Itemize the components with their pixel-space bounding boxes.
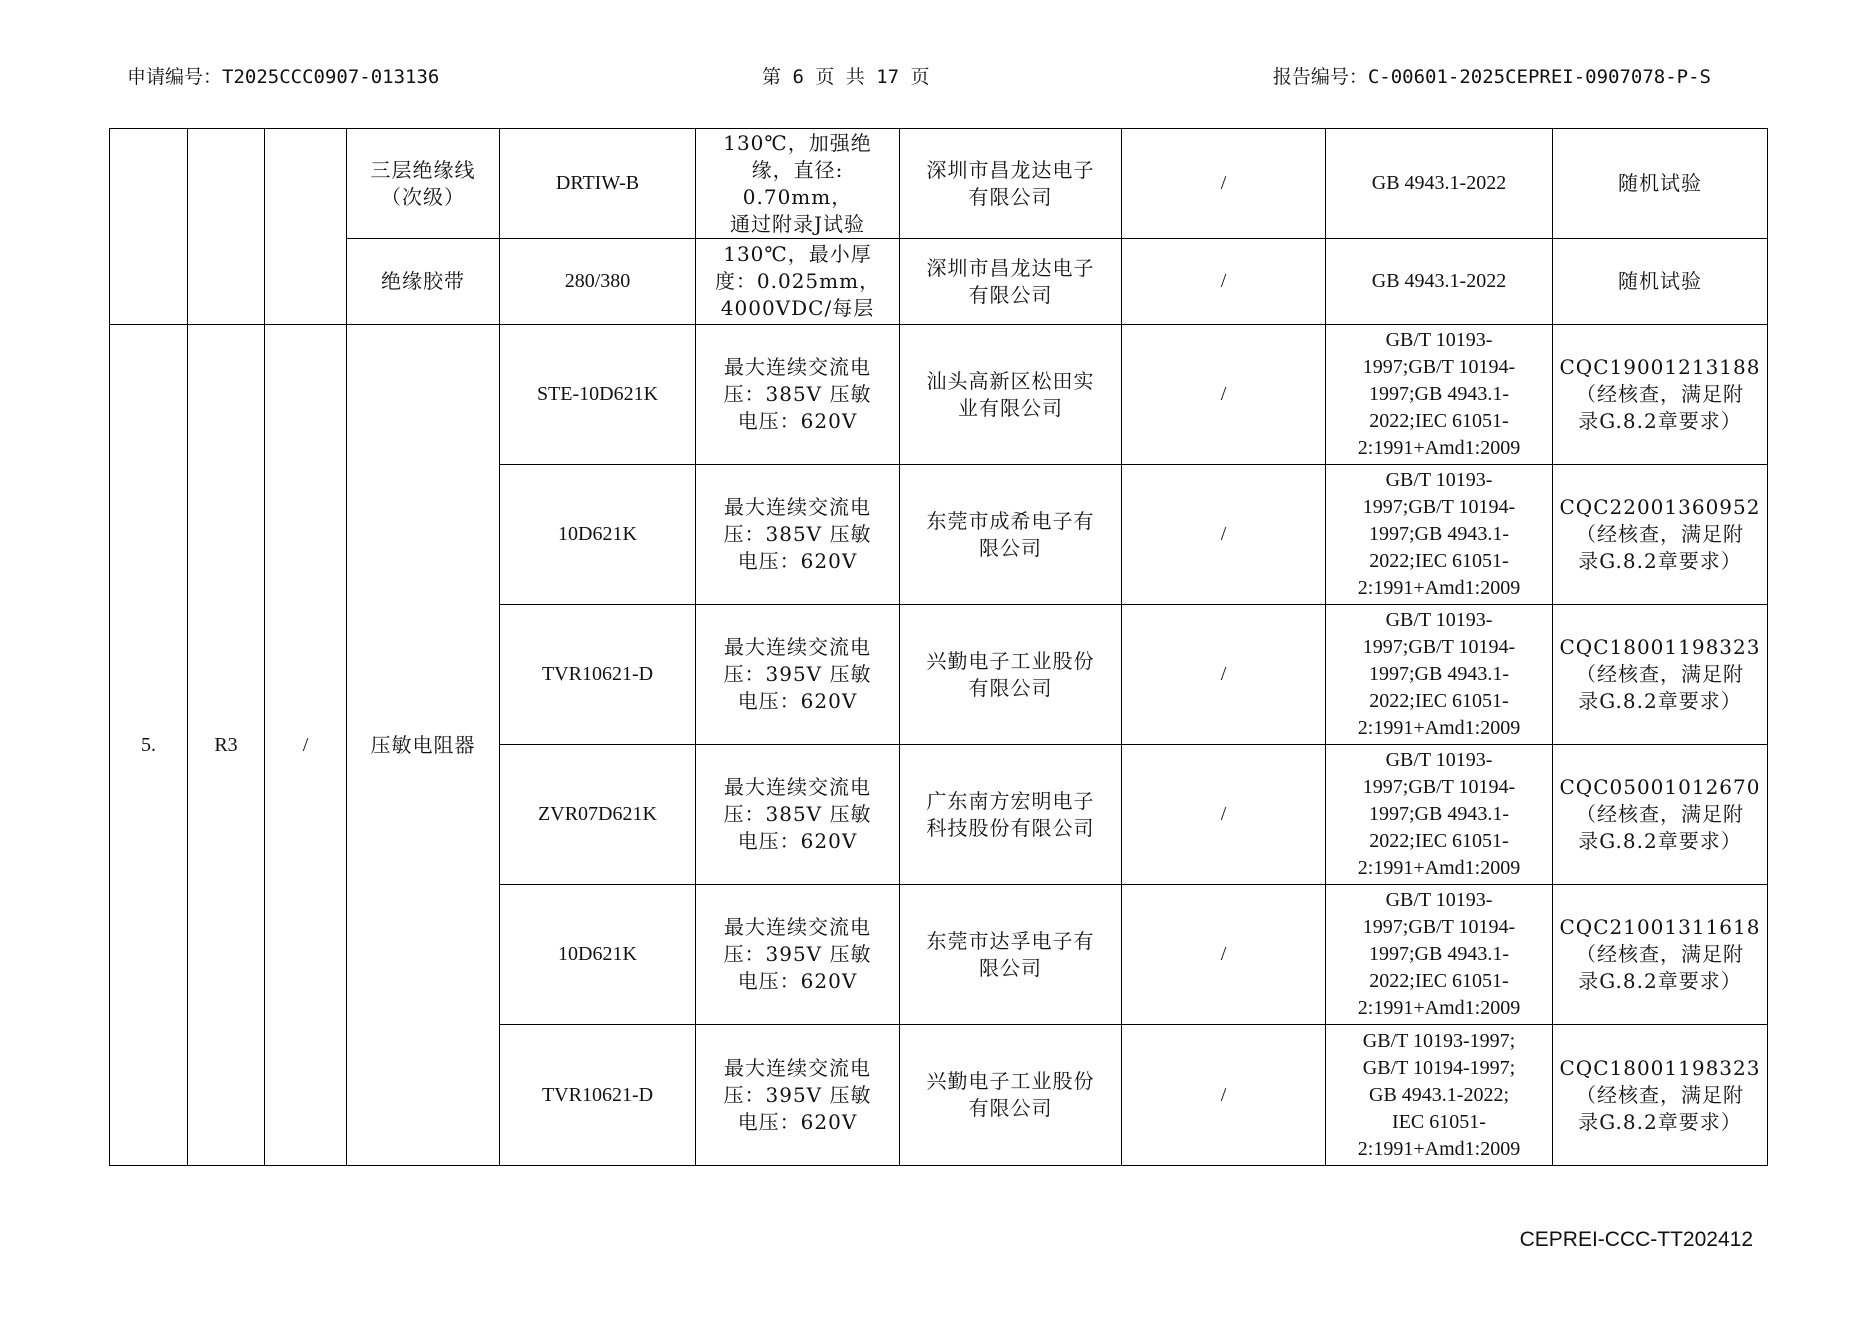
standard-cell-line: 2022;IEC 61051- [1369,690,1509,712]
spec-cell-line: 压：395V 压敏 [723,1082,872,1107]
standard-cell-line: GB/T 10193- [1385,329,1493,351]
standard-cell-line: GB 4943.1-2022; [1369,1083,1509,1106]
remark-cell-line: CQC18001198323 [1559,1055,1761,1080]
standard-cell-line: 1997;GB 4943.1- [1369,523,1509,545]
table-row [110,325,1768,465]
manufacturer-cell [900,325,1122,465]
standard-cell [1326,1025,1553,1166]
manufacturer-cell-line: 业有限公司 [958,395,1063,420]
remark-cell-line: （经核查，满足附 [1576,662,1744,686]
standard-cell-line: 2022;IEC 61051- [1369,970,1509,992]
remark-cell-line: 录G.8.2章要求） [1578,1109,1742,1134]
cert-cell: / [1122,605,1326,745]
spec-cell-line: 最大连续交流电 [724,775,871,799]
standard-cell: GB 4943.1-2022 [1326,239,1553,325]
spec-cell-line: 压：395V 压敏 [723,662,872,686]
model-cell: STE-10D621K [500,325,696,465]
spec-cell-line: 压：385V 压敏 [723,802,872,826]
model-cell: ZVR07D621K [500,745,696,885]
model-cell: 10D621K [500,465,696,605]
manufacturer-cell [900,605,1122,745]
remark-cell [1553,465,1768,605]
spec-cell-line: 电压：620V [737,409,858,433]
spec-cell-line: 压：395V 压敏 [723,942,872,966]
remark-cell-line: 录G.8.2章要求） [1578,829,1742,853]
cert-cell: / [1122,745,1326,885]
reference-cell: R3 [188,325,265,1166]
standard-cell-line: IEC 61051- [1392,1110,1486,1133]
manufacturer-cell-line: 深圳市昌龙达电子 [926,255,1095,280]
spec-cell [696,325,900,465]
standard-cell-line: 2022;IEC 61051- [1369,550,1509,572]
remark-cell-line: （经核查，满足附 [1576,1082,1744,1107]
manufacturer-cell [900,1025,1122,1166]
component-name [347,239,500,325]
spec-cell-line: 130℃，最小厚 [723,242,872,266]
spec-cell-line: 130℃，加强绝 [723,130,872,155]
cert-cell: / [1122,129,1326,239]
manufacturer-cell-line: 有限公司 [968,282,1053,307]
model-cell: 10D621K [500,885,696,1025]
remark-cell [1553,325,1768,465]
manufacturer-cell-line: 广东南方宏明电子 [926,788,1095,813]
standard-cell-line: 2022;IEC 61051- [1369,830,1509,852]
manufacturer-cell-line: 兴勤电子工业股份 [926,648,1095,673]
spec-cell-line: 电压：620V [737,969,858,993]
application-number: 申请编号：T2025CCC0907-013136 [127,66,440,88]
cert-cell: / [1122,465,1326,605]
spec-cell-line: 电压：620V [737,829,858,853]
remark-cell-line: CQC18001198323 [1559,635,1761,659]
form-code: CEPREI-CCC-TT202412 [1519,1228,1753,1251]
cert-cell: / [1122,325,1326,465]
remark-cell-line: （经核查，满足附 [1576,802,1744,826]
component-name-line: 绝缘胶带 [381,269,465,293]
component-name [347,129,500,239]
standard-cell [1326,325,1553,465]
spec-cell-line: 最大连续交流电 [724,635,871,659]
manufacturer-cell-line: 科技股份有限公司 [926,815,1095,840]
spec-cell [696,885,900,1025]
standard-cell-line: 1997;GB/T 10194- [1362,776,1516,798]
manufacturer-cell-line: 东莞市成希电子有 [926,508,1095,533]
remark-cell-line: 录G.8.2章要求） [1578,689,1742,713]
standard-cell-line: GB/T 10193- [1385,469,1493,491]
standard-cell-line: 1997;GB/T 10194- [1362,636,1516,658]
remark-cell [1553,1025,1768,1166]
standard-cell-line: GB/T 10193- [1385,609,1493,631]
cont-no-cell [110,129,188,325]
spec-cell-line: 4000VDC/每层 [720,296,875,320]
standard-cell-line: 2:1991+Amd1:2009 [1357,717,1521,739]
standard-cell-line: 1997;GB 4943.1- [1369,803,1509,825]
spec-cell-line: 电压：620V [737,689,858,713]
remark-cell: 随机试验 [1553,239,1768,325]
spec-cell-line: 通过附录J试验 [729,211,866,236]
standard-cell-line: 2:1991+Amd1:2009 [1357,437,1521,459]
manufacturer-cell-line: 有限公司 [968,184,1053,209]
manufacturer-cell-line: 有限公司 [968,1096,1053,1120]
model-cell: DRTIW-B [500,129,696,239]
page-indicator: 第 6 页 共 17 页 [762,66,930,88]
spec-cell-line: 电压：620V [737,1109,858,1134]
standard-cell-line: GB/T 10193-1997; [1362,1029,1516,1052]
manufacturer-cell [900,465,1122,605]
table-row [110,129,1768,239]
model-cell: TVR10621-D [500,605,696,745]
spec-cell [696,605,900,745]
remark-cell-line: （经核查，满足附 [1576,522,1744,546]
cert-cell: / [1122,1025,1326,1166]
remark-cell-line: 录G.8.2章要求） [1578,549,1742,573]
spec-cell [696,745,900,885]
cert-cell: / [1122,885,1326,1025]
manufacturer-cell-line: 限公司 [979,955,1042,980]
spec-cell-line: 压：385V 压敏 [723,522,872,546]
remark-cell-line: （经核查，满足附 [1576,382,1744,406]
remark-cell-line: CQC05001012670 [1559,775,1761,799]
spec-cell-line: 缘，直径: [751,157,844,182]
manufacturer-cell [900,885,1122,1025]
standard-cell-line: 2:1991+Amd1:2009 [1357,997,1521,1019]
manufacturer-cell-line: 有限公司 [968,675,1053,700]
standard-cell-line: 2:1991+Amd1:2009 [1357,857,1521,879]
manufacturer-cell-line: 限公司 [979,535,1042,560]
spec-cell-line: 最大连续交流电 [724,1055,871,1080]
standard-cell-line: 2022;IEC 61051- [1369,410,1509,432]
standard-cell [1326,465,1553,605]
standard-cell-line: GB/T 10193- [1385,749,1493,771]
standard-cell-line: 1997;GB 4943.1- [1369,383,1509,405]
model-cell: TVR10621-D [500,1025,696,1166]
spec-cell-line: 最大连续交流电 [724,355,871,379]
components-table [109,128,1768,1166]
spec-cell-line: 电压：620V [737,549,858,573]
remark-cell-line: 录G.8.2章要求） [1578,409,1742,433]
spec-cell-line: 最大连续交流电 [724,915,871,939]
spec-cell-line: 0.70mm， [742,184,853,209]
spec-cell [696,129,900,239]
spec-cell [696,465,900,605]
standard-cell-line: 1997;GB/T 10194- [1362,496,1516,518]
remark-cell-line: CQC22001360952 [1559,495,1761,519]
remark-cell-line: 录G.8.2章要求） [1578,969,1742,993]
component-name-line: （次级） [381,184,465,209]
spec-cell-line: 压：385V 压敏 [723,382,872,406]
cont-ref-cell [188,129,265,325]
remark-cell-line: CQC21001311618 [1559,915,1761,939]
component-name-line: 三层绝缘线 [370,157,476,182]
standard-cell [1326,605,1553,745]
component-name: 压敏电阻器 [347,325,500,1166]
standard-cell: GB 4943.1-2022 [1326,129,1553,239]
spec-cell [696,239,900,325]
remark-cell [1553,605,1768,745]
manufacturer-cell [900,745,1122,885]
spec-cell-line: 最大连续交流电 [724,495,871,519]
manufacturer-cell-line: 汕头高新区松田实 [926,368,1095,393]
remark-cell-line: （经核查，满足附 [1576,942,1744,966]
manufacturer-cell-line: 深圳市昌龙达电子 [926,157,1095,182]
standard-cell-line: 2:1991+Amd1:2009 [1357,577,1521,599]
cert-cell: / [1122,239,1326,325]
standard-cell-line: 1997;GB 4943.1- [1369,943,1509,965]
standard-cell-line: GB/T 10193- [1385,889,1493,911]
standard-cell-line: GB/T 10194-1997; [1362,1056,1516,1079]
remark-cell-line: CQC19001213188 [1559,355,1761,379]
remark-cell [1553,885,1768,1025]
remark-cell: 随机试验 [1553,129,1768,239]
model-cell: 280/380 [500,239,696,325]
col3-cell: / [265,325,347,1166]
item-number-cell: 5. [110,325,188,1166]
manufacturer-cell [900,129,1122,239]
table-row [110,239,1768,325]
report-number: 报告编号：C-00601-2025CEPREI-0907078-P-S [1272,66,1711,88]
standard-cell-line: 1997;GB 4943.1- [1369,663,1509,685]
standard-cell [1326,745,1553,885]
spec-cell-line: 度：0.025mm， [714,269,881,293]
standard-cell-line: 1997;GB/T 10194- [1362,356,1516,378]
manufacturer-cell-line: 东莞市达孚电子有 [926,928,1095,953]
remark-cell [1553,745,1768,885]
standard-cell-line: 2:1991+Amd1:2009 [1357,1137,1521,1160]
manufacturer-cell [900,239,1122,325]
standard-cell-line: 1997;GB/T 10194- [1362,916,1516,938]
cont-col3-cell [265,129,347,325]
manufacturer-cell-line: 兴勤电子工业股份 [926,1069,1095,1093]
spec-cell [696,1025,900,1166]
standard-cell [1326,885,1553,1025]
